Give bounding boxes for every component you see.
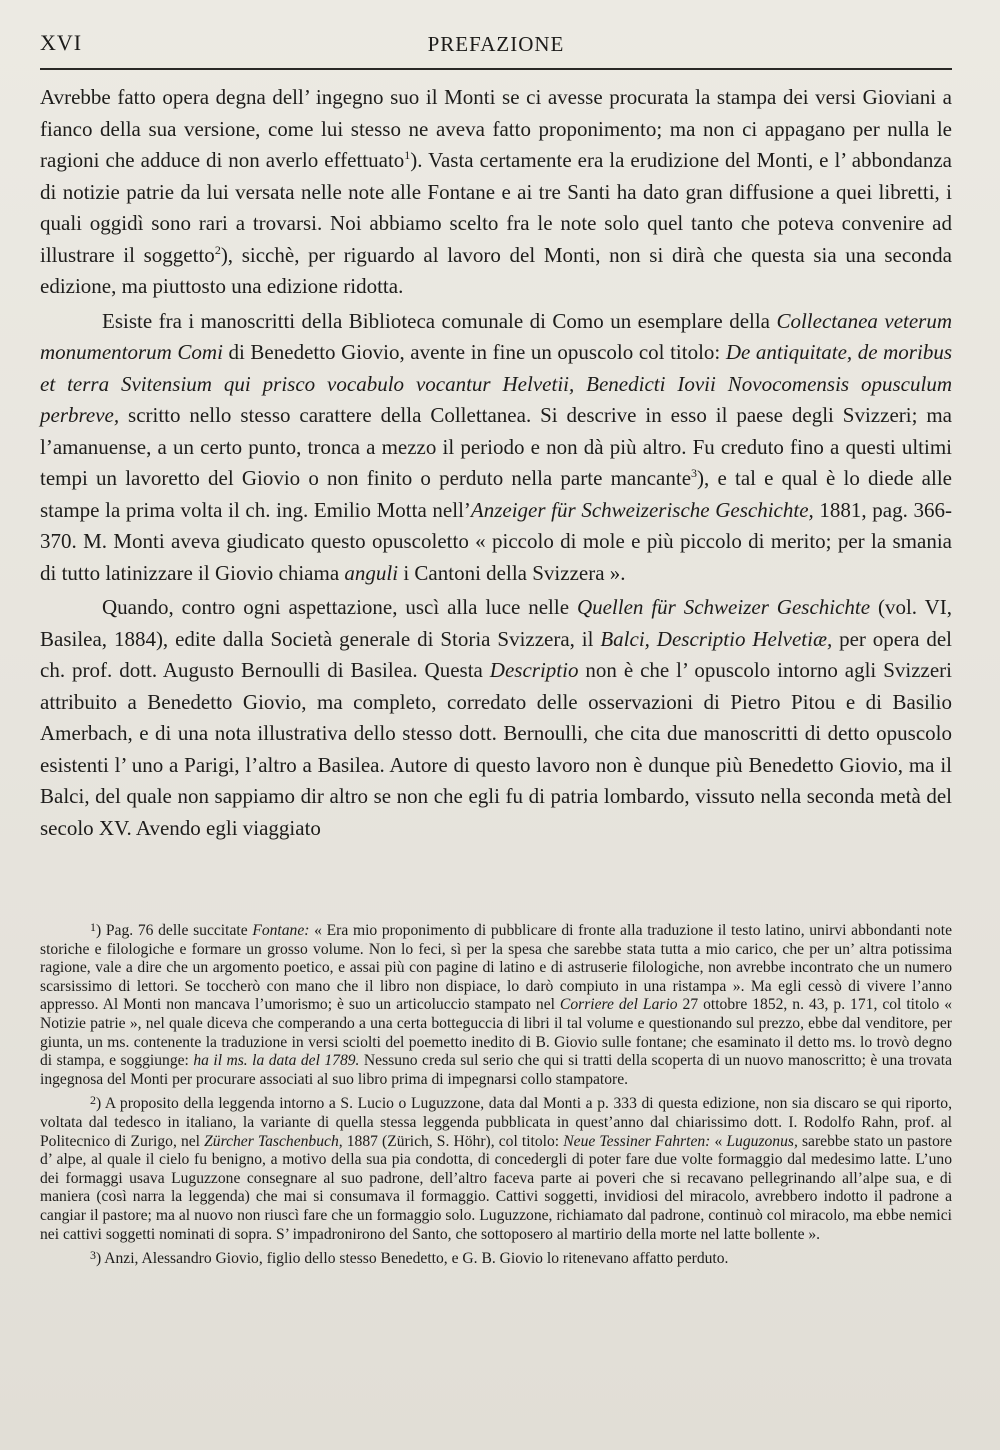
footnote-3: $^3$) Anzi, Alessandro Giovio, figlio dello stesso Benedetto, e G. B. Giovio lo ritenevano affatto perduto. <box>90 1248 729 1268</box>
footnote-2: $^2$) A proposito della leggenda intorno a S. Lucio o Luguzzone, data dal Monti a p. 333 di questa edizione, non sia discaro se qui riporto, voltata dal tedesco in italiano, la variante di quella stessa leggenda pubblicata in quest’anno dal chiarissimo dott. I. Rodolfo Rahn, prof. al Politecnico di Zurigo, nel Zürcher Taschenbuch, 1887 (Zürich, S. Höhr), col titolo: Neue Tessiner Fahrten: « Luguzonus, sarebbe stato un pastore d’ alpe, al quale il cielo fu benigno, a motivo della sua pia condotta, di concedergli di poter fare due volte formaggio dal medesimo latte. L’uno dei formaggi usava Luguzzone consegnare al suo padrone, dell’altro faceva parte ai poveri che si recavano pellegrinando all’alpe sua, e di maniera (così narra la leggenda) che mai si consumava il formaggio. Cattivi soggetti, invidiosi del miracolo, avrebbero indotto il padrone a cangiar il pastore; ma al nuovo non riuscì fare che un formaggio solo. Luguzzone, richiamato dal padrone, continuò col miracolo, ma ebbe nemici nei cattivi soggetti nominati di sopra. S’ impadronirono del Santo, che sottoposero al martirio della morte nel latte bollente ». <box>40 1093 952 1243</box>
italic-title: Collectanea veterum monumentorum Comi <box>40 308 953 364</box>
page-number: XVI <box>40 30 83 55</box>
page-header <box>40 30 952 64</box>
main-text <box>40 82 952 844</box>
header-rule <box>40 68 952 70</box>
footnotes <box>40 918 952 1269</box>
footnote-mark: 2 <box>90 1093 96 1108</box>
footnote-mark: 3 <box>90 1248 96 1263</box>
running-title: PREFAZIONE <box>427 32 565 56</box>
italic-title: De antiquitate, de moribus et terra Svitensium qui prisco vocabulo vocantur Helvetii, Benedicti Iovii Novocomensis opusculum perbreve, <box>40 340 952 427</box>
paragraph-2: Esiste fra i manoscritti della Biblioteca comunale di Como un esemplare della Collectanea veterum monumentorum Comi di Benedetto Giovio, avente in fine un opuscolo col titolo: De antiquitate, de moribus et terra Svitensium qui prisco vocabulo vocantur Helvetii, Benedicti Iovii Novocomensis opusculum perbreve, scritto nello stesso carattere della Collettanea. Si descrive in esso il paese degli Svizzeri; ma l’amanuense, a un certo punto, tronca a mezzo il periodo e non dà più altro. Fu creduto fino a questi ultimi tempi un lavoretto del Giovio o non finito o perduto nella parte mancante$^3$), e tal e qual è lo diede alle stampe la prima volta il ch. ing. Emilio Motta nell’Anzeiger für Schweizerische Geschichte, 1881, pag. 366-370. M. Monti aveva giudicato questo opuscoletto « piccolo di mole e più piccolo di merito; per la smania di tutto latinizzare il Giovio chiama anguli i Cantoni della Svizzera ». <box>40 308 953 585</box>
footnote-1: $^1$) Pag. 76 delle succitate Fontane: « Era mio proponimento di pubblicare di fronte alla traduzione il testo latino, unirvi abbondanti note storiche e filologiche e formare un grosso volume. Non lo feci, sì per la spesa che sarebbe stata tutta a mio carico, che per un’ altra potissima ragione, vale a dire che un argomento poetico, e assai più con pagine di latino e di astruserie filologiche, non avrebbe incontrato che un numero scarsissimo di lettori. Se toccherò con mano che il libro non dispiace, lo darò compiuto in una ristampa ». Ma egli cessò di vivere l’anno appresso. Al Monti non mancava l’umorismo; è suo un articoluccio stampato nel Corriere del Lario 27 ottobre 1852, n. 43, p. 171, col titolo « Notizie patrie », nel quale diceva che comperando a una certa botteguccia di libri il tal volume e questionando sul prezzo, ebbe dal venditore, per giunta, un ms. contenente la traduzione in versi sciolti del poemetto inedito di B. Giovio sulle fontane; che esaminato il detto ms. lo trovò degno di stampa, e soggiunge: ha il ms. la data del 1789. Nessuno creda sul serio che qui si tratti della scoperta di un nuovo manoscritto; è una trovata ingegnosa del Monti per procurare associati al suo libro prima di impegnarsi collo stampatore. <box>40 920 953 1088</box>
italic-title: Quellen für Schweizer Geschichte <box>576 595 871 619</box>
italic-title: Anzeiger für Schweizerische Geschichte, <box>470 497 814 522</box>
paragraph-3: Quando, contro ogni aspettazione, uscì alla luce nelle Quellen für Schweizer Geschichte (vol. VI, Basilea, 1884), edite dalla Società generale di Storia Svizzera, il Balci, Descriptio Helvetiæ, per opera del ch. prof. dott. Augusto Bernoulli di Basilea. Questa Descriptio non è che l’ opuscolo intorno agli Svizzeri attribuito a Benedetto Giovio, ma completo, corredato delle osservazioni di Pietro Pitou e di Basilio Amerbach, e di una nota illustrativa dello stesso dott. Bernoulli, che cita due manoscritti di detto opuscolo esistenti l’ uno a Parigi, l’altro a Basilea. Autore di questo lavoro non è dunque più Benedetto Giovio, ma il Balci, del quale non sappiamo dir altro se non che egli fu di patria lombardo, vissuto nella seconda metà del secolo XV. Avendo egli viaggiato <box>40 595 952 840</box>
italic-title: Descriptio <box>489 658 579 682</box>
footnote-ref-3[interactable]: 3 <box>691 466 698 480</box>
footnote-ref-2[interactable]: 2 <box>214 242 221 257</box>
paragraph-1: Avrebbe fatto opera degna dell’ ingegno suo il Monti se ci avesse procurata la stampa dei versi Gioviani a fianco della sua versione, come lui stesso ne aveva fatto proponimento; ma non ci appagano per nulla le ragioni che adduce di non averlo effettuato$^1$). Vasta certamente era la erudizione del Monti, e l’ abbondanza di notizie patrie da lui versata nelle note alle Fontane e ai tre Santi ha dato gran diffusione a quei libretti, i quali oggidì sono rari a trovarsi. Noi abbiamo scelto fra le note solo quel tanto che poteva convenire ad illustrare il soggetto$^2$), sicchè, per riguardo al lavoro del Monti, non si dirà che questa sia una seconda edizione, ma piuttosto una edizione ridotta. <box>40 85 952 298</box>
italic-title: Balci, Descriptio Helvetiæ, <box>600 626 833 651</box>
footnote-ref-1[interactable]: 1 <box>404 148 411 162</box>
italic-word: anguli <box>344 560 399 585</box>
footnote-mark: 1 <box>90 920 96 934</box>
